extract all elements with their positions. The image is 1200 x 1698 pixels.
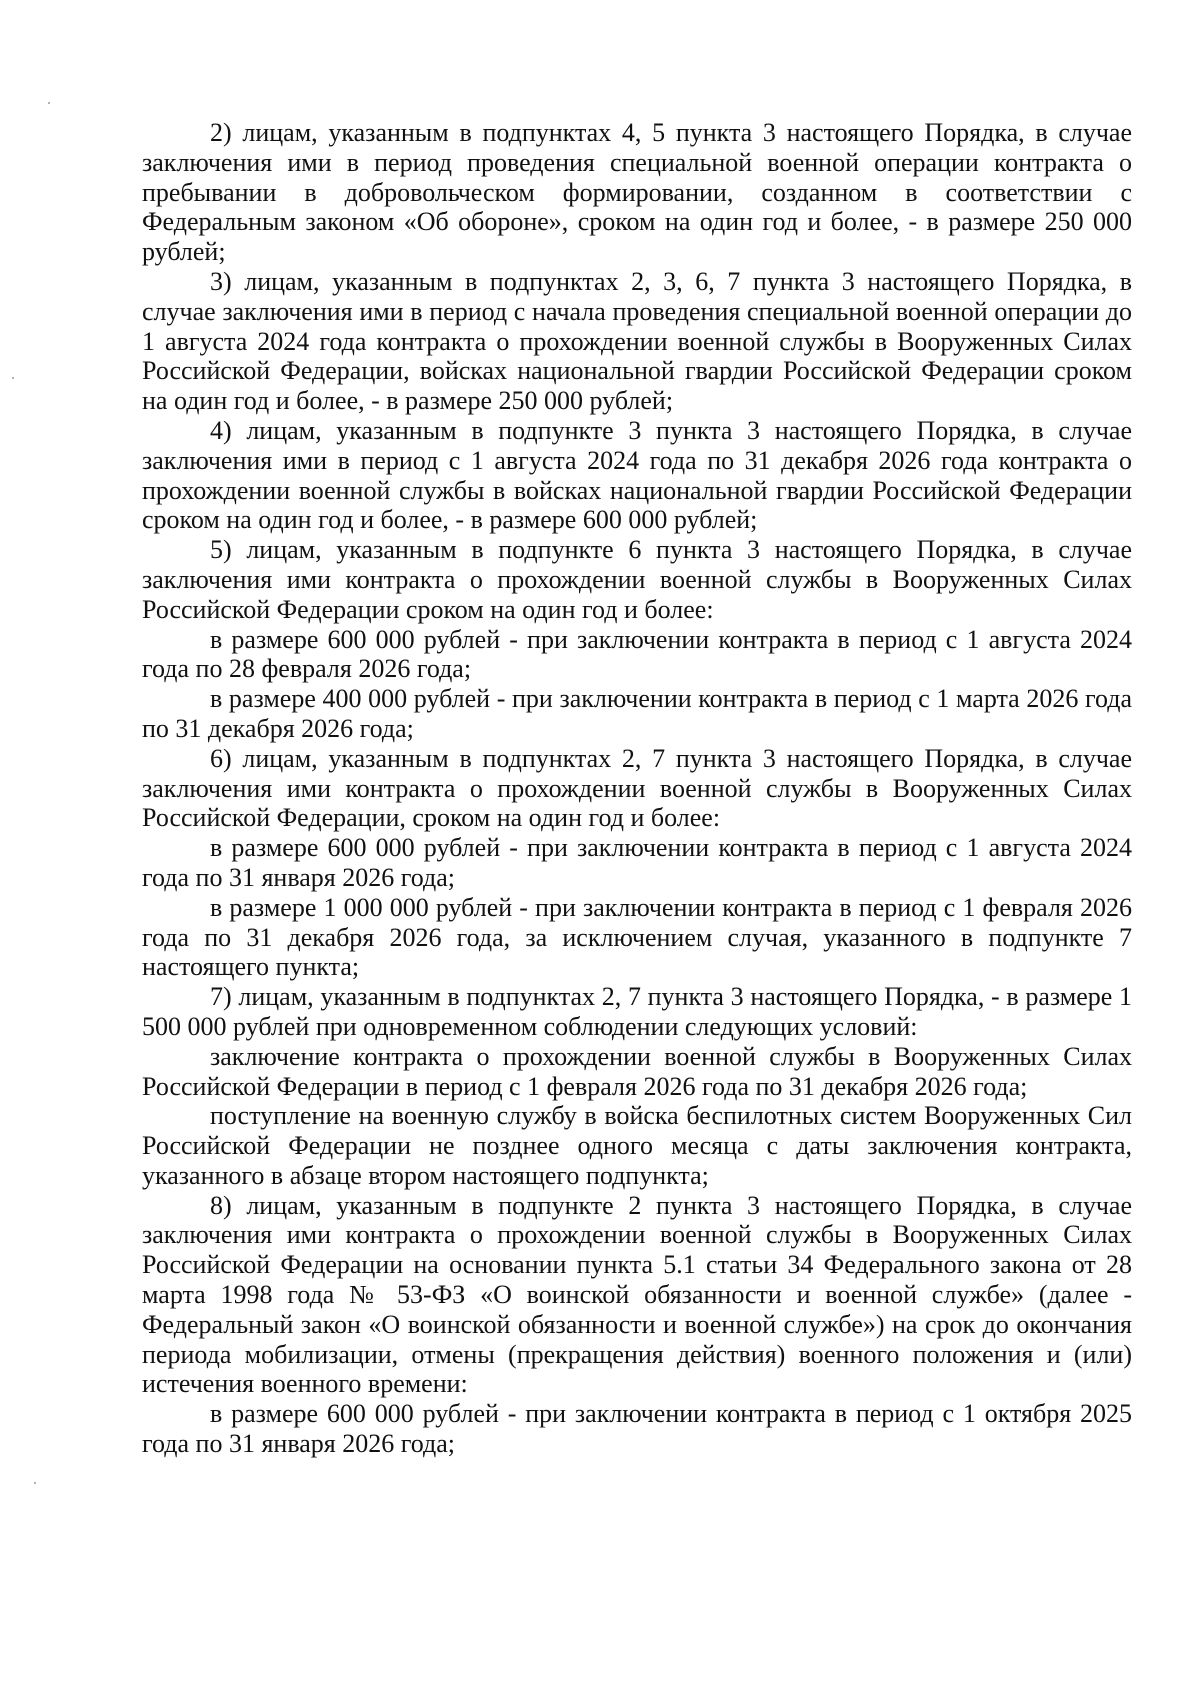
paragraph-item-5-amount-1: в размере 600 000 рублей - при заключении контракта в период с 1 августа 2024 года по 28 февраля 2026 года; — [142, 624, 1132, 684]
paragraph-item-7-condition-1: заключение контракта о прохождении военной службы в Вооруженных Силах Российской Федерации в период с 1 февраля 2026 года по 31 декабря 2026 года; — [142, 1041, 1132, 1101]
document-page — [142, 118, 1132, 1459]
paragraph-item-6: 6) лицам, указанным в подпунктах 2, 7 пункта 3 настоящего Порядка, в случае заключения ими контракта о прохождении военной службы в Вооруженных Силах Российской Федерации, сроком на один год и более: — [142, 743, 1132, 833]
paragraph-item-6-amount-1: в размере 600 000 рублей - при заключении контракта в период с 1 августа 2024 года по 31 января 2026 года; — [142, 833, 1132, 892]
paragraph-item-5: 5) лицам, указанным в подпункте 6 пункта 3 настоящего Порядка, в случае заключения ими контракта о прохождении военной службы в Вооруженных Силах Российской Федерации сроком на один год и более: — [142, 535, 1132, 624]
paragraph-item-2: 2) лицам, указанным в подпунктах 4, 5 пункта 3 настоящего Порядка, в случае заключения ими в период проведения специальной военной операции контракта о пребывании в добровольческом формировании, созданном в соответствии с Федеральным законом «Об обороне», сроком на один год и более, - в размере 250 000 рублей; — [142, 118, 1132, 267]
paragraph-item-6-amount-2: в размере 1 000 000 рублей - при заключении контракта в период с 1 февраля 2026 года по 31 декабря 2026 года, за исключением случая, указанного в подпункте 7 настоящего пункта; — [142, 892, 1132, 982]
paragraph-item-8-amount-1: в размере 600 000 рублей - при заключении контракта в период с 1 октября 2025 года по 31 января 2026 года; — [142, 1399, 1132, 1459]
scan-artifact — [12, 377, 14, 379]
paragraph-item-4: 4) лицам, указанным в подпункте 3 пункта 3 настоящего Порядка, в случае заключения ими в период с 1 августа 2024 года по 31 декабря 2026 года контракта о прохождении военной службы в войсках национальной гвардии Российской Федерации сроком на один год и более, - в размере 600 000 рублей; — [142, 415, 1132, 535]
paragraph-item-8: 8) лицам, указанным в подпункте 2 пункта 3 настоящего Порядка, в случае заключения ими контракта о прохождении военной службы в Вооруженных Силах Российской Федерации на основании пункта 5.1 статьи 34 Федерального закона от 28 марта 1998 года № 53-ФЗ «О воинской обязанности и военной службе» (далее - Федеральный закон «О воинской обязанности и военной службе») на срок до окончания периода мобилизации, отмены (прекращения действия) военного положения и (или) истечения военного времени: — [142, 1190, 1132, 1399]
paragraph-item-7: 7) лицам, указанным в подпунктах 2, 7 пункта 3 настоящего Порядка, - в размере 1 500 000 рублей при одновременном соблюдении следующих условий: — [142, 982, 1132, 1041]
scan-artifact — [48, 102, 50, 104]
paragraph-item-3: 3) лицам, указанным в подпунктах 2, 3, 6, 7 пункта 3 настоящего Порядка, в случае заключения ими в период с начала проведения специальной военной операции до 1 августа 2024 года контракта о прохождении военной службы в Вооруженных Силах Российской Федерации, войсках национальной гвардии Российской Федерации сроком на один год и более, - в размере 250 000 рублей; — [142, 266, 1132, 416]
scan-artifact — [34, 1482, 36, 1484]
paragraph-item-7-condition-2: поступление на военную службу в войска беспилотных систем Вооруженных Сил Российской Федерации не позднее одного месяца с даты заключения контракта, указанного в абзаце втором настоящего подпункта; — [142, 1101, 1132, 1190]
paragraph-item-5-amount-2: в размере 400 000 рублей - при заключении контракта в период с 1 марта 2026 года по 31 декабря 2026 года; — [142, 684, 1132, 743]
